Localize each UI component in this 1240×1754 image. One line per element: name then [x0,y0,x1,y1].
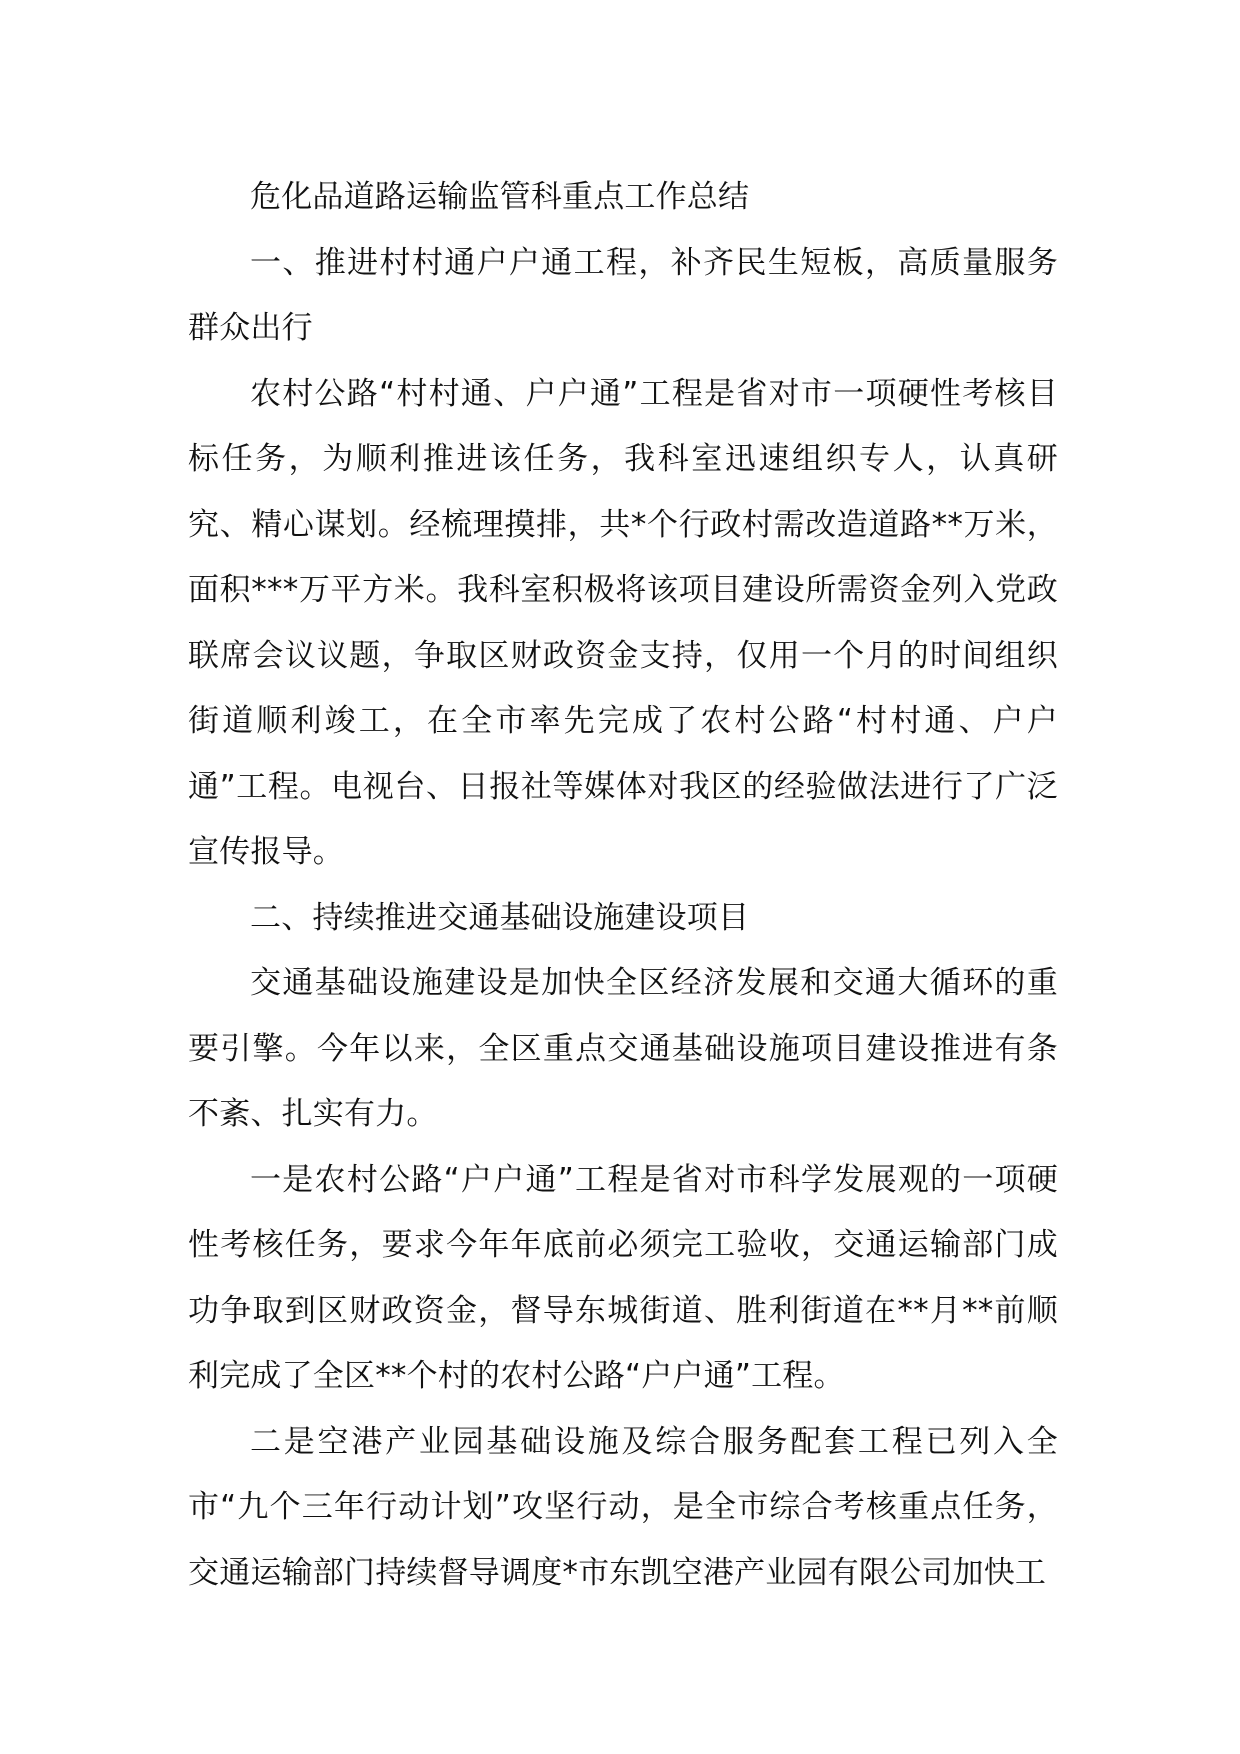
body-paragraph: 农村公路“村村通、户户通”工程是省对市一项硬性考核目标任务，为顺利推进该任务，我科室迅速组织专人，认真研究、精心谋划。经梳理摸排，共*个行政村需改造道路**万米，面积***万平方米。我科室积极将该项目建设所需资金列入党政联席会议议题，争取区财政资金支持，仅用一个月的时间组织街道顺利竣工，在全市率先完成了农村公路“村村通、户户通”工程。电视台、日报社等媒体对我区的经验做法进行了广泛宣传报导。 [188,375,1058,870]
document-body [188,165,1058,1606]
body-paragraph: 交通基础设施建设是加快全区经济发展和交通大循环的重要引擎。今年以来，全区重点交通基础设施项目建设推进有条不紊、扎实有力。 [188,965,1058,1132]
body-paragraph: 一是农村公路“户户通”工程是省对市科学发展观的一项硬性考核任务，要求今年年底前必须完工验收，交通运输部门成功争取到区财政资金，督导东城街道、胜利街道在**月**前顺利完成了全区**个村的农村公路“户户通”工程。 [188,1161,1058,1394]
section-heading-2: 二、持续推进交通基础设施建设项目 [250,899,750,936]
section-heading-1: 一、推进村村通户户通工程，补齐民生短板，高质量服务群众出行 [188,244,1058,346]
body-paragraph: 二是空港产业园基础设施及综合服务配套工程已列入全市“九个三年行动计划”攻坚行动，是全市综合考核重点任务，交通运输部门持续督导调度*市东凯空港产业园有限公司加快工 [188,1423,1058,1591]
document-title: 危化品道路运输监管科重点工作总结 [250,179,750,215]
